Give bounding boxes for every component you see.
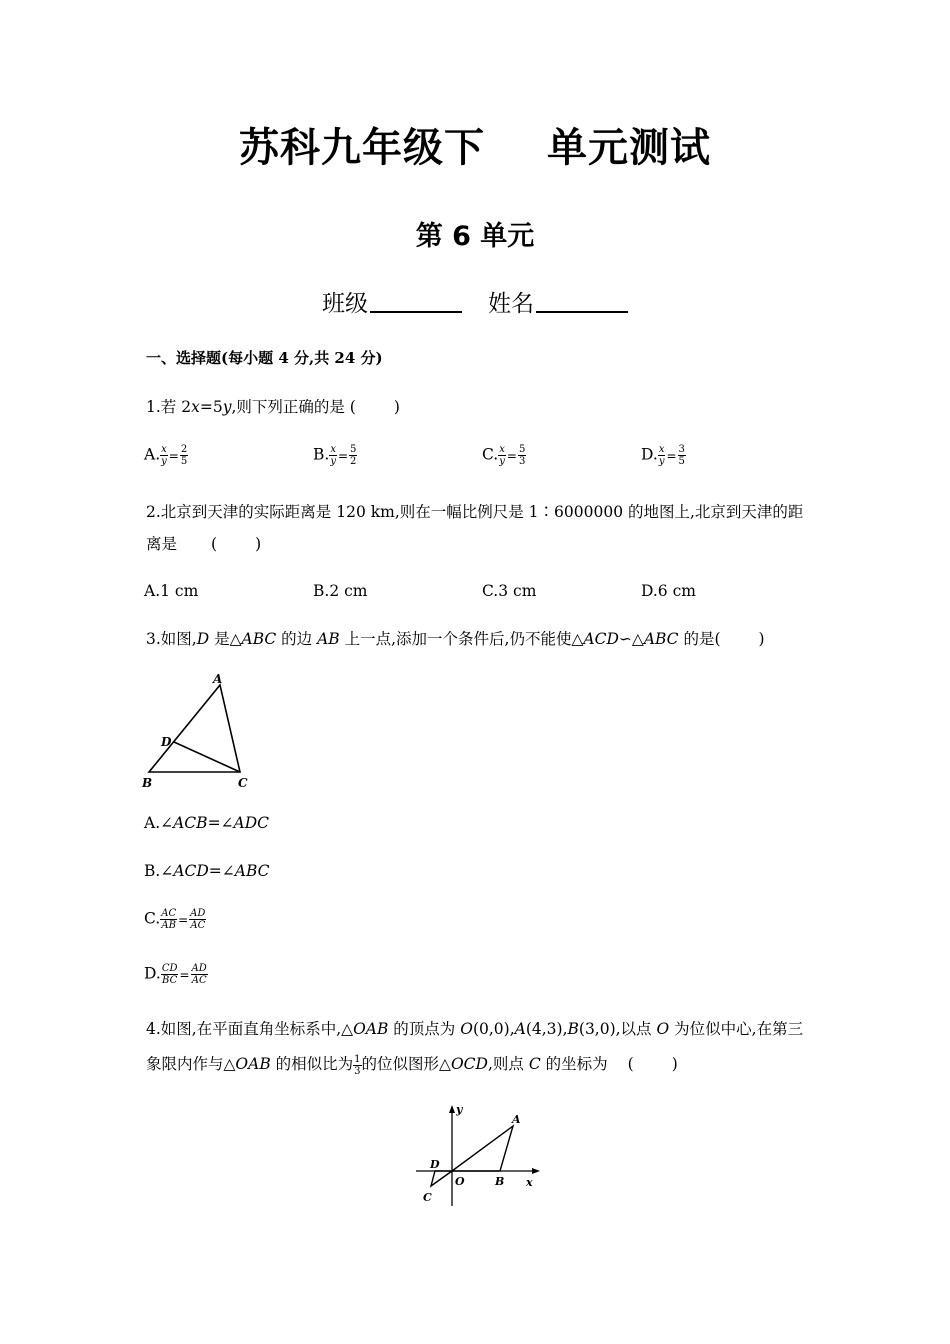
question-4: 4.如图,在平面直角坐标系中,△OAB 的顶点为 O(0,0),A(4,3),B(3,0),以点 O 为位似中心,在第三 象限内作与△OAB 的相似比为 $\frac{1}{3}$ 的位似图形△OCD,则点 C 的坐标为 ( ) [146,1020,804,1077]
triangle-ocd [431,1171,452,1186]
segment-cd [174,742,240,772]
label-x: x [526,1176,533,1189]
q1-option-a[interactable]: A. $\frac{x}{y}$ = $\frac{2}{5}$ [144,444,188,467]
label-y: y [456,1103,463,1116]
q3-option-c[interactable]: C. $\frac{AC}{AB}$ = $\frac{AD}{AC}$ [144,908,206,931]
name-blank[interactable] [536,289,628,313]
title-right: 单元测试 [547,125,711,171]
question-3: 3.如图,D 是△ABC 的边 AB 上一点,添加一个条件后,仍不能使△ACD∽△ABC 的是( ) [146,630,765,648]
label-a: A [512,1113,521,1126]
x-axis-arrow [532,1168,540,1174]
label-c: C [423,1191,432,1204]
class-label: 班级 [322,291,368,317]
q3-option-d[interactable]: D. $\frac{CD}{BC}$ = $\frac{AD}{AC}$ [144,963,207,986]
label-o: O [455,1175,465,1188]
label-c: C [238,776,248,790]
q2-option-c[interactable]: C.3 cm [482,582,537,600]
q3-option-b[interactable]: B.∠ACD=∠ABC [144,862,270,880]
q2-option-b[interactable]: B.2 cm [313,582,368,600]
question-2: 2.北京到天津的实际距离是 120 km,则在一幅比例尺是 1∶6000000 的地图上,北京到天津的距 离是 ( ) [146,503,804,553]
name-label: 姓名 [488,291,534,317]
q1-option-d[interactable]: D. $\frac{x}{y}$ = $\frac{3}{5}$ [641,444,685,467]
page-title [0,116,950,173]
q3-option-a[interactable]: A.∠ACB=∠ADC [144,814,270,832]
class-blank[interactable] [370,289,462,313]
triangle-oab [452,1126,513,1171]
q1-option-b[interactable]: B. $\frac{x}{y}$ = $\frac{5}{2}$ [313,444,357,467]
label-b: B [142,776,153,790]
class-name-line [0,285,950,318]
label-d: D [161,735,172,749]
label-a: A [213,672,223,686]
q2-option-d[interactable]: D.6 cm [641,582,696,600]
triangle-figure [136,668,266,794]
q2-option-a[interactable]: A.1 cm [144,582,199,600]
y-axis-arrow [449,1105,455,1113]
label-d: D [430,1158,440,1171]
triangle-abc [149,685,240,772]
label-b: B [495,1175,505,1188]
q1-option-c[interactable]: C. $\frac{x}{y}$ = $\frac{5}{3}$ [482,444,526,467]
unit-heading: 第 6 单元 [415,221,535,252]
section-heading: 一、选择题(每小题 4 分,共 24 分) [146,349,383,367]
coordinate-figure [410,1100,550,1210]
title-left: 苏科九年级下 [239,125,485,171]
question-1: 1.若 2x=5y,则下列正确的是 ( ) [146,398,400,416]
